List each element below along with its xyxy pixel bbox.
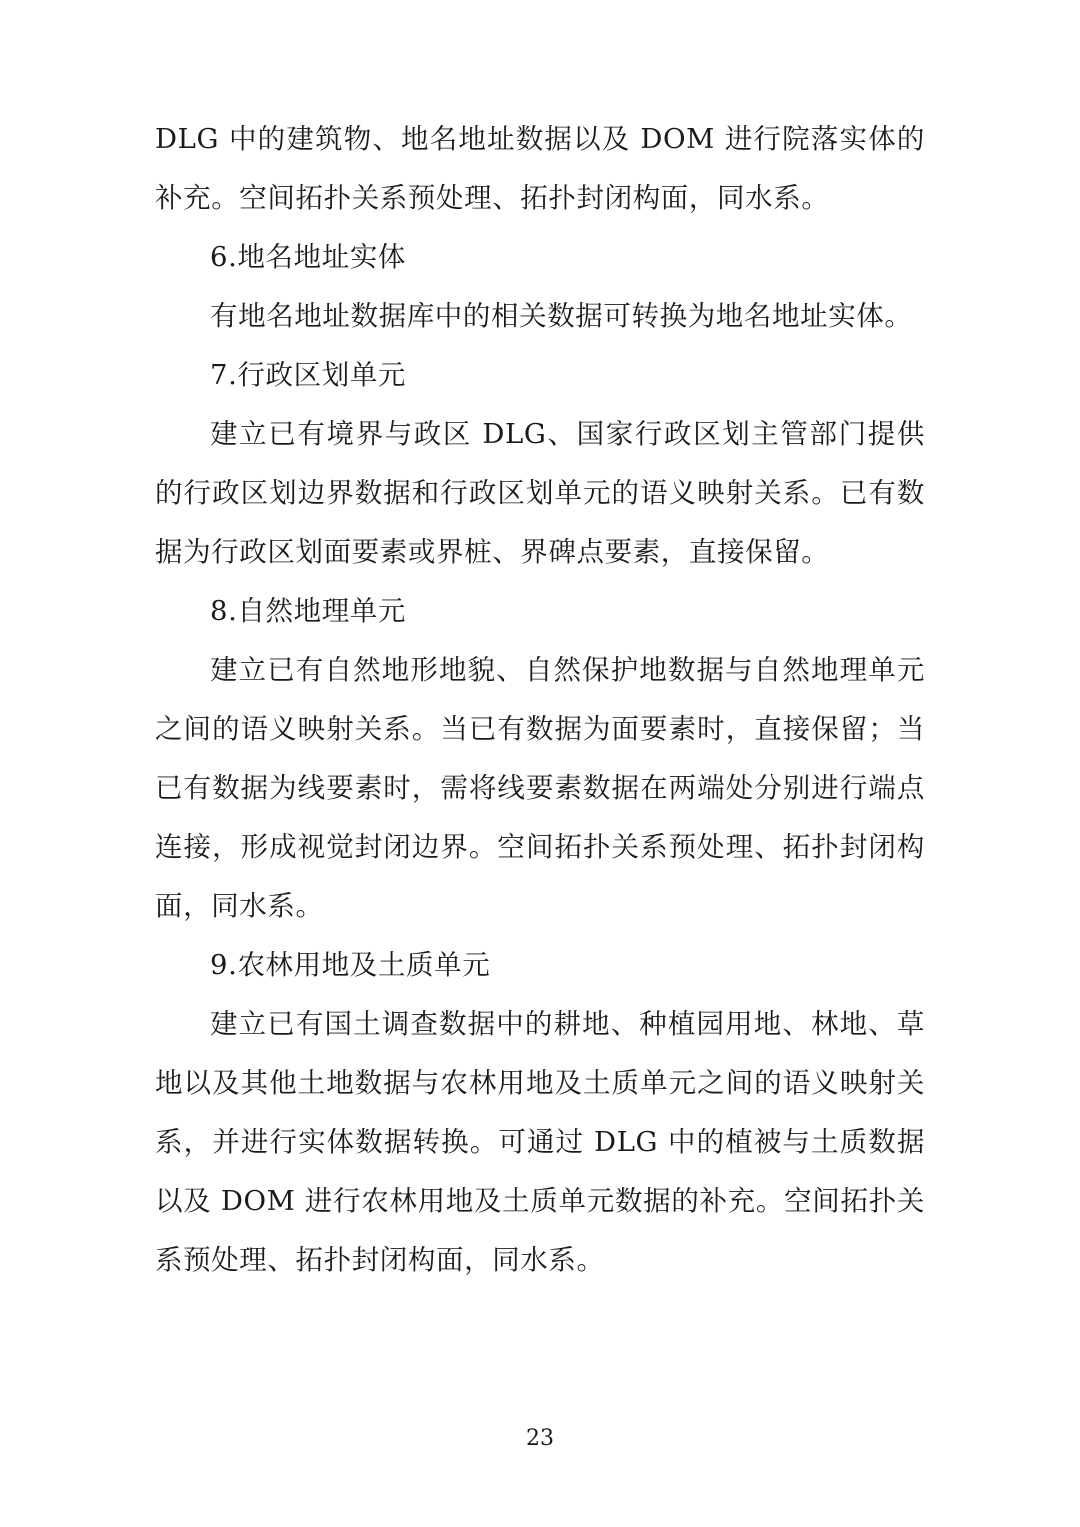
paragraph-section-9: 建立已有国土调查数据中的耕地、种植园用地、林地、草地以及其他土地数据与农林用地及土质单元之间的语义映射关系，并进行实体数据转换。可通过 DLG 中的植被与土质数据以及 DOM 进行农林用地及土质单元数据的补充。空间拓扑关系预处理、拓扑封闭构面，同水系。 bbox=[155, 1008, 925, 1276]
section-heading-8: 8.自然地理单元 bbox=[210, 595, 407, 627]
paragraph-intro: DLG 中的建筑物、地名地址数据以及 DOM 进行院落实体的补充。空间拓扑关系预处理、拓扑封闭构面，同水系。 bbox=[155, 123, 925, 214]
document-body bbox=[155, 110, 925, 1290]
section-heading-7: 7.行政区划单元 bbox=[210, 359, 407, 391]
page-number: 23 bbox=[526, 1426, 554, 1451]
section-heading-6: 6.地名地址实体 bbox=[210, 241, 407, 273]
paragraph-section-6: 有地名地址数据库中的相关数据可转换为地名地址实体。 bbox=[210, 300, 913, 332]
paragraph-section-7: 建立已有境界与政区 DLG、国家行政区划主管部门提供的行政区划边界数据和行政区划单元的语义映射关系。已有数据为行政区划面要素或界桩、界碑点要素，直接保留。 bbox=[155, 418, 925, 568]
paragraph-section-8: 建立已有自然地形地貌、自然保护地数据与自然地理单元之间的语义映射关系。当已有数据为面要素时，直接保留；当已有数据为线要素时，需将线要素数据在两端处分别进行端点连接，形成视觉封闭边界。空间拓扑关系预处理、拓扑封闭构面，同水系。 bbox=[155, 654, 925, 922]
section-heading-9: 9.农林用地及土质单元 bbox=[210, 949, 491, 981]
